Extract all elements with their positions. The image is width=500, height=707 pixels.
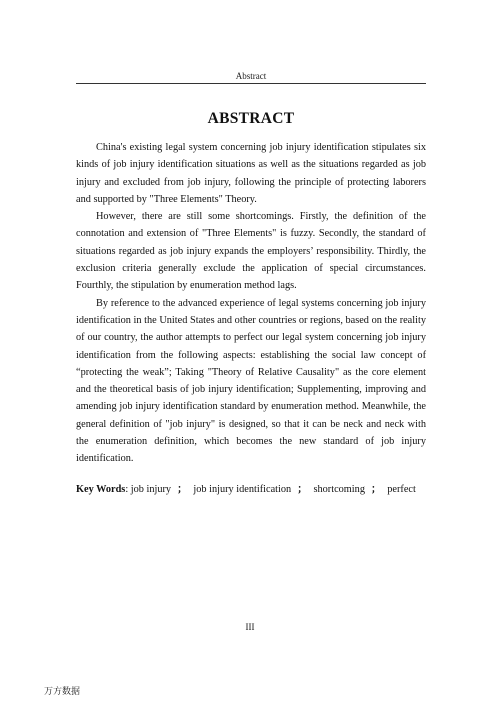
keyword-separator: ； (297, 483, 308, 495)
abstract-body (76, 139, 426, 498)
page-title: ABSTRACT (207, 110, 295, 127)
abstract-paragraph: By reference to the advanced experience of legal systems concerning job injury identification in the United States and other countries or regions, based on the reality of our country, the author attempts to perfect our legal system concerning job injury identification from the following aspects: establishing the social law concept of “protecting the weak”; Taking "Theory of Relative Causality" as the core element and the theoretical basis of job injury identification; Supplementing, improving and amending job injury identification standard by enumeration method. Meanwhile, the general definition of "job injury" is designed, so that it can be neck and neck with the enumeration definition, which becomes the new standard of job injury identification. (76, 297, 426, 465)
keyword-item: perfect (387, 483, 416, 495)
keyword-separator: ； (370, 483, 382, 495)
keyword-item: job injury (130, 483, 172, 495)
keyword-item: job injury identification (193, 483, 292, 495)
page-number: III (245, 622, 255, 632)
abstract-paragraph: However, there are still some shortcomings. Firstly, the definition of the connotation and extension of "Three Elements" is fuzzy. Secondly, the standard of situations regarded as job injury expands the employers’ responsibility. Thirdly, the exclusion criteria generally exclude the application of special circumstances. Fourthly, the stipulation by enumeration method lags. (76, 211, 426, 292)
keyword-separator: ； (177, 483, 188, 495)
watermark-text: 万方数据 (44, 687, 81, 697)
keywords-label: Key Words (76, 483, 126, 495)
keywords-colon: : (125, 483, 131, 495)
header-rule (76, 83, 426, 84)
keyword-item: shortcoming (313, 483, 365, 495)
abstract-paragraph: China's existing legal system concerning job injury identification stipulates six kinds of job injury identification situations as well as the situations regarded as job injury and excluded from job injury, following the principle of protecting laborers and supported by "Three Elements" Theory. (76, 142, 426, 205)
keywords-line (76, 481, 426, 498)
running-header: Abstract (235, 71, 267, 81)
